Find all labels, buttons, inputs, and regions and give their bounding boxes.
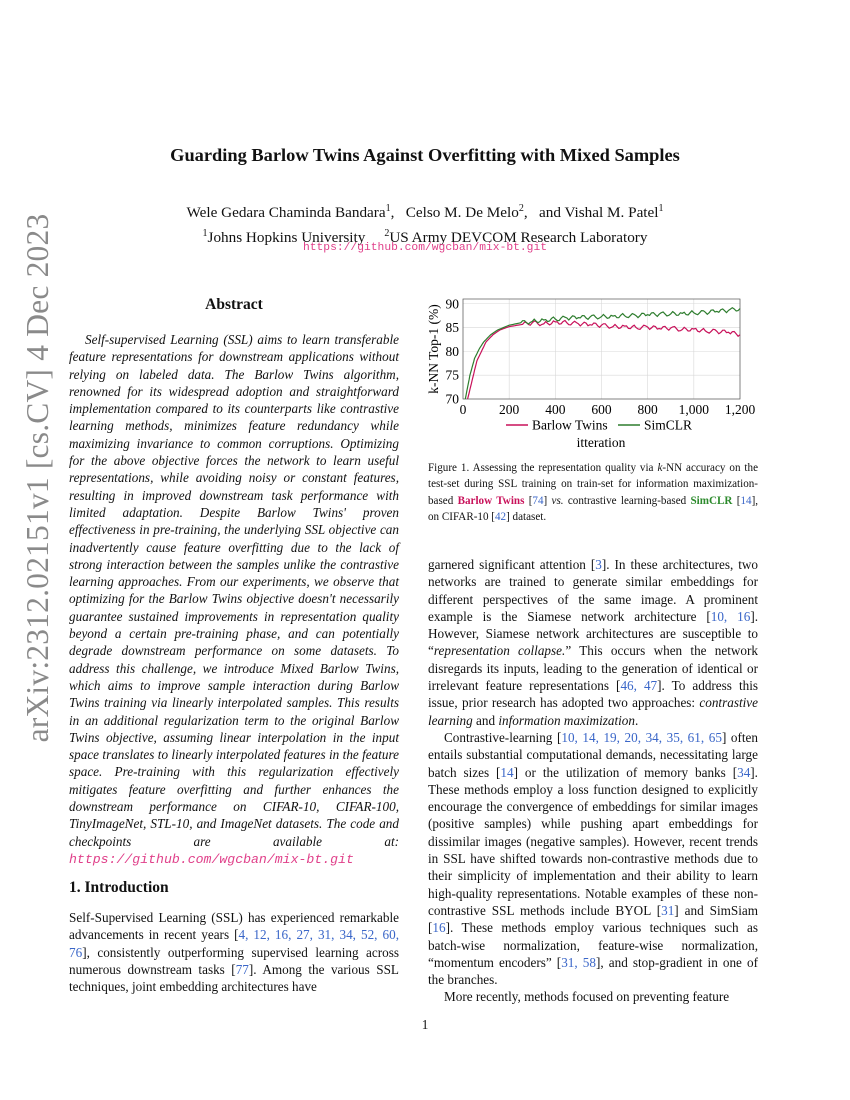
body-text: ]. However, Siamese network architectures are susceptible to “ (428, 608, 759, 659)
citation-link[interactable]: 31 (661, 902, 675, 918)
x-tick-label: 1,000 (678, 402, 710, 417)
caption-text: contrastive learning-based (563, 494, 691, 507)
paper-title: Guarding Barlow Twins Against Overfitting with Mixed Samples (170, 145, 680, 165)
affiliation: Johns Hopkins University (207, 229, 366, 247)
body-text-emphasis: representation collapse. (433, 643, 566, 659)
body-text: ]. To address this issue, prior research has adopted two approaches: (428, 678, 759, 711)
citation-link[interactable]: 10, 16 (710, 608, 751, 624)
y-tick-label: 80 (445, 343, 459, 359)
caption-text: -NN accuracy on the test-set during SSL training on train-set for information maximization-based (428, 462, 758, 507)
y-tick-label: 90 (445, 296, 459, 312)
figure-1-caption: Figure 1. Assessing the representation quality via k-NN accuracy on the test-set during SSL training on train-set for information maximization-based Barlow Twins [74] vs. contrastive learning-based SimCLR [14], on CIFAR-10 [42] dataset. (428, 462, 759, 524)
paragraph (428, 729, 758, 988)
author-block (0, 198, 850, 248)
x-tick-label: 0 (459, 402, 467, 417)
body-text: garnered significant attention [ (428, 557, 596, 572)
caption-text: Figure 1. Assessing the representation quality via (428, 462, 658, 474)
author-affiliation-mark: 1 (385, 203, 391, 214)
body-text-emphasis: information maximization (498, 712, 635, 728)
citation-link[interactable]: 77 (235, 961, 249, 977)
x-tick-label: 800 (637, 402, 658, 417)
introduction-heading: 1. Introduction (69, 879, 169, 896)
affiliation-number: 1 (202, 228, 208, 240)
figure-1-chart (428, 292, 768, 452)
intro-text: Self-Supervised Learning (SSL) has experienced remarkable advancements in recent years [ (69, 910, 399, 943)
intro-text: ]. Among the various SSL techniques, joint embedding architectures have (69, 961, 399, 995)
y-tick-label: 75 (445, 367, 459, 383)
citation-link[interactable]: 16 (432, 920, 446, 936)
x-axis-label: itteration (576, 435, 626, 450)
author-affiliation-mark: 2 (518, 203, 524, 214)
body-text: ] and SimSiam [ (428, 902, 758, 936)
y-axis-label: k-NN Top-1 (%) (426, 304, 441, 394)
introduction-paragraph (69, 909, 399, 995)
affiliation-number: 2 (384, 228, 390, 240)
arxiv-sidebar (18, 213, 58, 743)
author: and Vishal M. Patel (539, 204, 659, 222)
citation-link[interactable]: 42 (494, 511, 507, 524)
abstract-heading: Abstract (205, 296, 263, 313)
author: Celso M. De Melo (405, 204, 519, 222)
intro-text: ], consistently outperforming supervised learning across numerous downstream tasks [ (69, 944, 399, 977)
paragraph (428, 988, 758, 1005)
page-number: 1 (421, 1017, 429, 1032)
citation-link[interactable]: 4, 12, 16, 27, 31, 34, 52, 60, 76 (69, 927, 399, 960)
citation-link[interactable]: 46, 47 (620, 678, 658, 694)
abstract-text: Self-supervised Learning (SSL) aims to learn transferable feature representations for downstream applications without relying on labeled data. The Barlow Twins algorithm, renowned for its widespread adoption and straightforward implementation compared to its counterparts like contrastive learning methods, minimizes feature redundancy while maximizing invariance to common corruptions. Optimizing for the above objective forces the network to learn useful representations, while avoiding noisy or constant features, resulting in improved downstream task performance with limited adaptation. Despite Barlow Twins' proven effectiveness in pre-training, the underlying SSL objective can inadvertently cause feature overfitting due to the lack of strong interaction between the samples unlike the contrastive learning approaches. From our experiments, we observe that optimizing for the Barlow Twins objective doesn't necessarily guarantee sustained improvements in representation quality beyond a certain pre-training phase, and can potentially degrade downstream performance on some datasets. To address this challenge, we introduce Mixed Barlow Twins, which aims to improve sample interaction during Barlow Twins training via linearly interpolated samples. This results in an additional regularization term to the original Barlow Twins objective, assuming linear interpolation in the input space translates to linearly interpolated features in the feature space. Pre-training with this regularization effectively mitigates feature overfitting and further enhances the downstream performance on CIFAR-10, CIFAR-100, TinyImageNet, STL-10, and ImageNet datasets. The code and checkpoints are available at: (69, 332, 399, 849)
abstract-body (69, 331, 399, 868)
body-text: ]. These methods employ a loss function designed to explicitly encourage the convergence of embeddings for similar images (positive samples) while pushing apart embeddings for dissimilar images (negative samples). However, recent trends in SSL have shifted towards non-contrastive methods due to their simplicity of implementation and their ability to learn high-quality representations. Notable examples of these non-contrastive SSL methods include BYOL [ (428, 764, 758, 918)
legend-label-simclr: SimCLR (644, 417, 693, 433)
citation-link[interactable]: 34 (737, 764, 751, 780)
author: Wele Gedara Chaminda Bandara (186, 204, 386, 222)
caption-text: , on CIFAR-10 [ (428, 494, 759, 524)
right-column-text (428, 556, 758, 1006)
x-tick-label: 400 (545, 402, 566, 417)
caption-text: k (657, 462, 663, 474)
caption-text: vs. (551, 494, 564, 507)
body-text: and (472, 712, 499, 728)
legend-label-barlow: Barlow Twins (532, 417, 608, 433)
citation-link[interactable]: 3 (595, 557, 602, 572)
arxiv-id[interactable]: arXiv:2312.02151v1 [cs.CV] 4 Dec 2023 (20, 213, 55, 743)
body-text: ] or the utilization of memory banks [ (513, 764, 738, 780)
y-tick-label: 70 (445, 391, 459, 407)
caption-simclr: SimCLR (690, 494, 733, 507)
x-tick-label: 1,200 (724, 402, 756, 417)
citation-link[interactable]: 14 (740, 494, 752, 507)
body-text: ] often entails substantial computational demands, necessitating large batch sizes [ (428, 729, 758, 780)
body-text: ]. These methods employ various techniques such as batch-wise normalization, feature-wise normalization, “momentum encoders” [ (428, 920, 758, 970)
x-tick-label: 600 (591, 402, 612, 417)
body-text: Contrastive-learning [ (444, 729, 562, 745)
paragraph (428, 556, 758, 729)
abstract-code-link[interactable]: https://github.com/wgcban/mix-bt.git (69, 851, 354, 867)
author-list: Wele Gedara Chaminda Bandara$^1$, Celso M. De Melo$^2$, and Vishal M. Patel$^1$ (186, 203, 664, 222)
code-url-link[interactable]: https://github.com/wgcban/mix-bt.git (302, 242, 548, 254)
citation-link[interactable]: 31, 58 (561, 954, 596, 970)
body-text: ], and stop-gradient in one of the branches. (428, 954, 758, 988)
author-affiliation-mark: 1 (658, 203, 664, 214)
body-text: ” This occurs when the network disregards its inputs, leading to the generation of identical or irrelevant feature representations [ (428, 643, 758, 694)
body-text: ]. In these architectures, two networks are trained to generate similar embeddings for different perspectives of the same image. A prominent example is the Siamese network architecture [ (428, 557, 759, 624)
y-tick-label: 85 (445, 320, 459, 336)
x-tick-label: 200 (499, 402, 520, 417)
caption-barlow-twins: Barlow Twins (457, 494, 525, 507)
body-text-emphasis: contrastive learning (428, 695, 758, 728)
body-text: More recently, methods focused on preventing feature (444, 989, 730, 1005)
affiliation: US Army DEVCOM Research Laboratory (389, 229, 648, 247)
citation-link[interactable]: 10, 14, 19, 20, 34, 35, 61, 65 (561, 729, 722, 745)
caption-text: ] dataset. (506, 511, 547, 524)
citation-link[interactable]: 14 (500, 764, 514, 780)
citation-link[interactable]: 74 (532, 494, 544, 507)
chart-legend (506, 418, 692, 433)
body-text: . (634, 712, 639, 728)
